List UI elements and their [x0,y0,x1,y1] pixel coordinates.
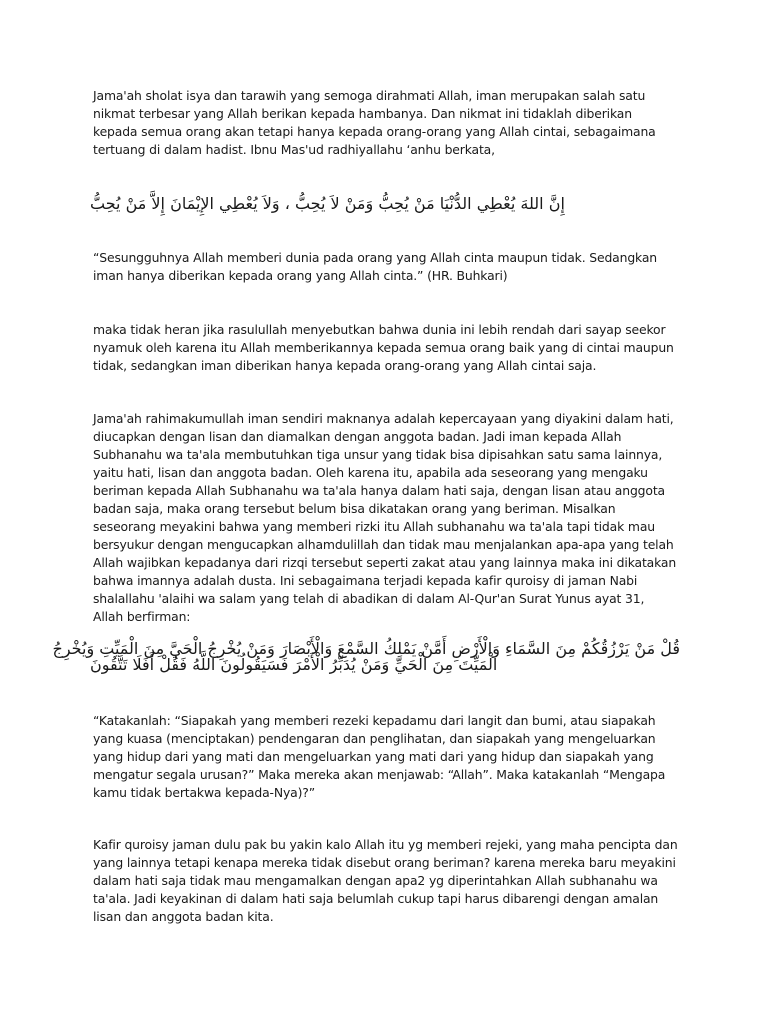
paragraph-world-vs-iman: maka tidak heran jika rasulullah menyebutkan bahwa dunia ini lebih rendah dari sayap seekor nyamuk oleh karena itu Allah memberikannya kepada semua orang baik yang di cintai maupun tidak, sedangkan iman diberikan hanya kepada orang-orang yang Allah cintai saja. [93,322,674,373]
arabic-verse-line-1: قُلْ مَنْ يَرْزُقُكُمْ مِنَ السَّمَاءِ وَالْأَرْضِ أَمَّنْ يَمْلِكُ السَّمْعَ وَالْأَبْصَارَ وَمَنْ يُخْرِجُ الْحَيَّ مِنَ الْمَيِّتِ وَيُخْرِجُ [52,639,680,658]
arabic-quran-verse [52,639,680,674]
paragraph-intro: Jama'ah sholat isya dan tarawih yang semoga dirahmati Allah, iman merupakan salah satu nikmat terbesar yang Allah berikan kepada hambanya. Dan nikmat ini tidaklah diberikan kepada semua orang akan tetapi hanya kepada orang-orang yang Allah cintai, sebagaimana tertuang di dalam hadist. Ibnu Mas'ud radhiyallahu ‘anhu berkata, [93,88,656,157]
arabic-hadith [90,196,680,212]
paragraph-hadith-translation: “Sesungguhnya Allah memberi dunia pada orang yang Allah cinta maupun tidak. Sedangkan iman hanya diberikan kepada orang yang Allah cinta.” (HR. Buhkari) [93,250,658,283]
paragraph-verse-translation: “Katakanlah: “Siapakah yang memberi rezeki kepadamu dari langit dan bumi, atau siapakah yang kuasa (menciptakan) pendengaran dan penglihatan, dan siapakah yang mengeluarkan yang hidup dari yang mati dan mengeluarkan yang mati dari yang hidup dan siapakah yang mengatur segala urusan?” Maka mereka akan menjawab: “Allah”. Maka katakanlah “Mengapa kamu tidak bertakwa kepada-Nya)?” [93,713,666,800]
arabic-verse-line-2: الْمَيِّتَ مِنَ الْحَيِّ وَمَنْ يُدَبِّرُ الْأَمْرَ فَسَيَقُولُونَ اللَّهُ فَقُلْ أَفَلَا تَتَّقُونَ [90,655,498,674]
paragraph-iman-meaning: Jama'ah rahimakumullah iman sendiri maknanya adalah kepercayaan yang diyakini dalam hati, diucapkan dengan lisan dan diamalkan dengan anggota badan. Jadi iman kepada Allah Subhanahu wa ta'ala membutuhkan tiga unsur yang tidak bisa dipisahkan satu sama lainnya, yaitu hati, lisan dan anggota badan. Oleh karena itu, apabila ada seseorang yang mengaku beriman kepada Allah Subhanahu wa ta'ala hanya dalam hati saja, dengan lisan atau anggota badan saja, maka orang tersebut belum bisa dikatakan orang yang beriman. Misalkan seseorang meyakini bahwa yang memberi rizki itu Allah subhanahu wa ta'ala tapi tidak mau bersyukur dengan mengucapkan alhamdulillah dan tidak mau menjalankan apa-apa yang telah Allah wajibkan kepadanya dari rizqi tersebut seperti zakat atau yang lainnya maka ini dikatakan bahwa imannya adalah dusta. Ini sebagaimana terjadi kepada kafir quroisy di jaman Nabi shalallahu 'alaihi wa salam yang telah di abadikan di dalam Al-Qur'an Surat Yunus ayat 31, Allah berfirman: [93,411,677,624]
arabic-hadith-line: إِنَّ اللهَ يُعْطِي الدُّنْيَا مَنْ يُحِبُّ وَمَنْ لاَ يُحِبُّ ، وَلاَ يُعْطِي الإِيْمَانَ إِلاَّ مَنْ يُحِبُّ [90,194,565,213]
paragraph-conclusion: Kafir quroisy jaman dulu pak bu yakin kalo Allah itu yg memberi rejeki, yang maha pencipta dan yang lainnya tetapi kenapa mereka tidak disebut orang beriman? karena mereka baru meyakini dalam hati saja tidak mau mengamalkan dengan apa2 yg diperintahkan Allah subhanahu wa ta'ala. Jadi keyakinan di dalam hati saja belumlah cukup tapi harus dibarengi dengan amalan lisan dan anggota badan kita. [93,837,678,924]
